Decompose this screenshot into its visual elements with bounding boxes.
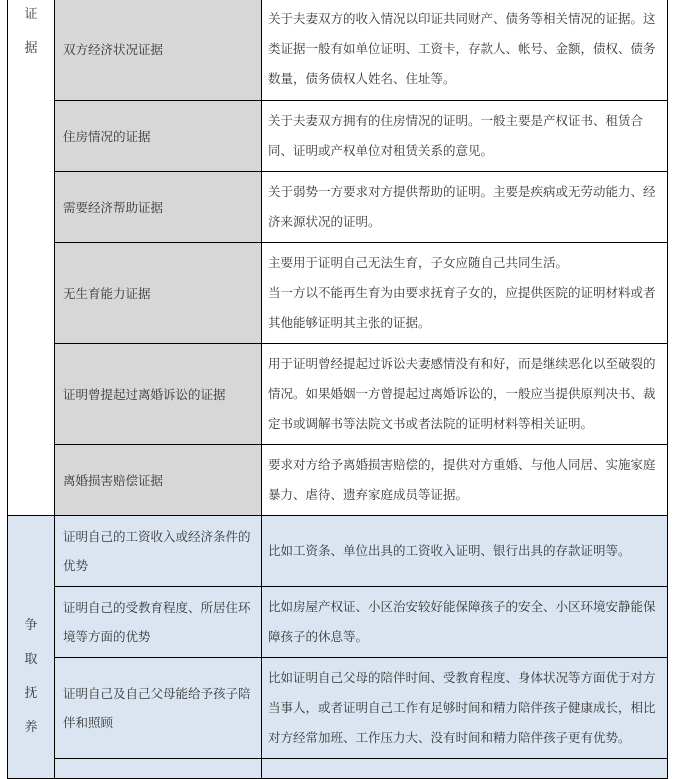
evidence-table <box>7 0 668 779</box>
section-evidence <box>8 0 668 516</box>
item-cell: 证明自己及自己父母能给予孩子陪伴和照顾 <box>55 658 262 759</box>
item-cell: 双方经济状况证据 <box>55 0 262 101</box>
item-cell: 住房情况的证据 <box>55 101 262 172</box>
table-row <box>8 0 668 101</box>
category-char: 证 <box>24 7 38 22</box>
table-row <box>8 445 668 516</box>
category-cell-custody <box>8 516 55 779</box>
section-custody <box>8 516 668 779</box>
desc-cell-empty <box>262 759 668 779</box>
table-row <box>8 344 668 445</box>
desc-text: 比如工资条、单位出具的工资收入证明、银行出具的存款证明等。 <box>268 543 631 558</box>
desc-cell <box>262 344 668 445</box>
table-row <box>8 243 668 344</box>
item-cell: 无生育能力证据 <box>55 243 262 344</box>
evidence-table-container <box>7 0 668 779</box>
table-row <box>8 172 668 243</box>
desc-text: 关于夫妻双方的收入情况以印证共同财产、债务等相关情况的证据。这类证据一般有如单位证明、工资卡，存款人、帐号、金额，债权、债务数量，债务债权人姓名、住址等。 <box>268 11 656 86</box>
item-cell: 证明曾提起过离婚诉讼的证据 <box>55 344 262 445</box>
table-row <box>8 759 668 779</box>
desc-cell <box>262 516 668 587</box>
category-char: 据 <box>24 41 38 56</box>
desc-text: 当一方以不能再生育为由要求抚育子女的，应提供医院的证明材料或者其他能够证明其主张的证据。 <box>268 285 656 330</box>
desc-text: 主要用于证明自己无法生育，子女应随自己共同生活。 <box>268 255 569 270</box>
desc-cell <box>262 243 668 344</box>
desc-cell <box>262 658 668 759</box>
desc-text: 关于弱势一方要求对方提供帮助的证明。主要是疾病或无劳动能力、经济来源状况的证明。 <box>268 184 656 229</box>
item-cell: 证明自己的工资收入或经济条件的优势 <box>55 516 262 587</box>
desc-cell <box>262 587 668 658</box>
item-cell: 证明自己的受教育程度、所居住环境等方面的优势 <box>55 587 262 658</box>
table-row <box>8 516 668 587</box>
desc-text: 用于证明曾经提起过诉讼夫妻感情没有和好，而是继续恶化以至破裂的情况。如果婚姻一方曾提起过离婚诉讼的，一般应当提供原判决书、裁定书或调解书等法院文书或者法院的证明材料等相关证明。 <box>268 356 656 431</box>
item-cell: 离婚损害赔偿证据 <box>55 445 262 516</box>
category-cell-evidence <box>8 0 55 516</box>
category-char: 抚 <box>24 686 38 701</box>
desc-cell <box>262 101 668 172</box>
desc-text: 比如房屋产权证、小区治安较好能保障孩子的安全、小区环境安静能保障孩子的休息等。 <box>268 599 656 644</box>
table-row <box>8 658 668 759</box>
table-row <box>8 101 668 172</box>
desc-text: 比如证明自己父母的陪伴时间、受教育程度、身体状况等方面优于对方当事人，或者证明自己工作有足够时间和精力陪伴孩子健康成长，相比对方经常加班、工作压力大、没有时间和精力陪伴孩子更有优势。 <box>268 670 656 745</box>
desc-cell <box>262 172 668 243</box>
desc-text: 要求对方给予离婚损害赔偿的，提供对方重婚、与他人同居、实施家庭暴力、虐待、遗弃家庭成员等证据。 <box>268 457 656 502</box>
desc-cell <box>262 445 668 516</box>
category-char: 取 <box>24 652 38 667</box>
desc-cell <box>262 0 668 101</box>
desc-text: 关于夫妻双方拥有的住房情况的证明。一般主要是产权证书、租赁合同、证明或产权单位对租赁关系的意见。 <box>268 113 644 158</box>
category-char: 争 <box>24 618 38 633</box>
item-cell: 需要经济帮助证据 <box>55 172 262 243</box>
item-cell-empty <box>55 759 262 779</box>
table-row <box>8 587 668 658</box>
category-char: 养 <box>24 720 38 735</box>
